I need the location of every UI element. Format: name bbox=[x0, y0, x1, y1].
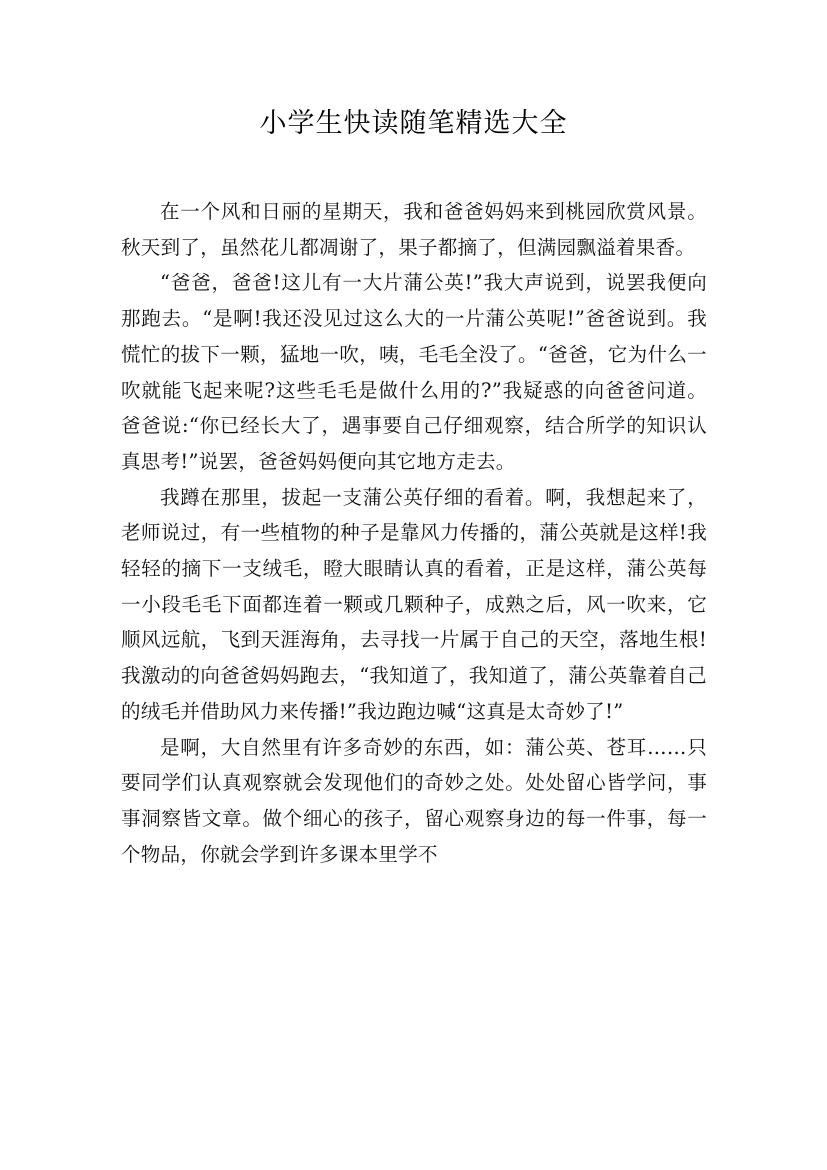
paragraph-1: 在一个风和日丽的星期天，我和爸爸妈妈来到桃园欣赏风景。秋天到了，虽然花儿都凋谢了，果子都摘了，但满园飘溢着果香。 bbox=[121, 200, 707, 259]
document-body bbox=[121, 194, 707, 872]
paragraph-4: 是啊，大自然里有许多奇妙的东西，如：蒲公英、苍耳……只要同学们认真观察就会发现他们的奇妙之处。处处留心皆学问，事事洞察皆文章。做个细心的孩子，留心观察身边的每一件事，每一个物品，你就会学到许多课本里学不 bbox=[121, 735, 707, 866]
paragraph-3: 我蹲在那里，拔起一支蒲公英仔细的看着。啊，我想起来了，老师说过，有一些植物的种子是靠风力传播的，蒲公英就是这样!我轻轻的摘下一支绒毛，瞪大眼睛认真的看着，正是这样，蒲公英每一小段毛毛下面都连着一颗或几颗种子，成熟之后，风一吹来，它顺风远航，飞到天涯海角，去寻找一片属于自己的天空，落地生根!我激动的向爸爸妈妈跑去，“我知道了，我知道了，蒲公英靠着自己的绒毛并借助风力来传播!”我边跑边喊“这真是太奇妙了!” bbox=[121, 485, 707, 723]
paragraph-2: “爸爸，爸爸!这儿有一大片蒲公英!”我大声说到，说罢我便向那跑去。“是啊!我还没见过这么大的一片蒲公英呢!”爸爸说到。我慌忙的拔下一颗，猛地一吹，咦，毛毛全没了。“爸爸，它为什么一吹就能飞起来呢?这些毛毛是做什么用的?”我疑惑的向爸爸问道。爸爸说:“你已经长大了，遇事要自己仔细观察，结合所学的知识认真思考!”说罢，爸爸妈妈便向其它地方走去。 bbox=[121, 271, 707, 473]
document-title: 小学生快读随笔精选大全 bbox=[259, 108, 568, 139]
